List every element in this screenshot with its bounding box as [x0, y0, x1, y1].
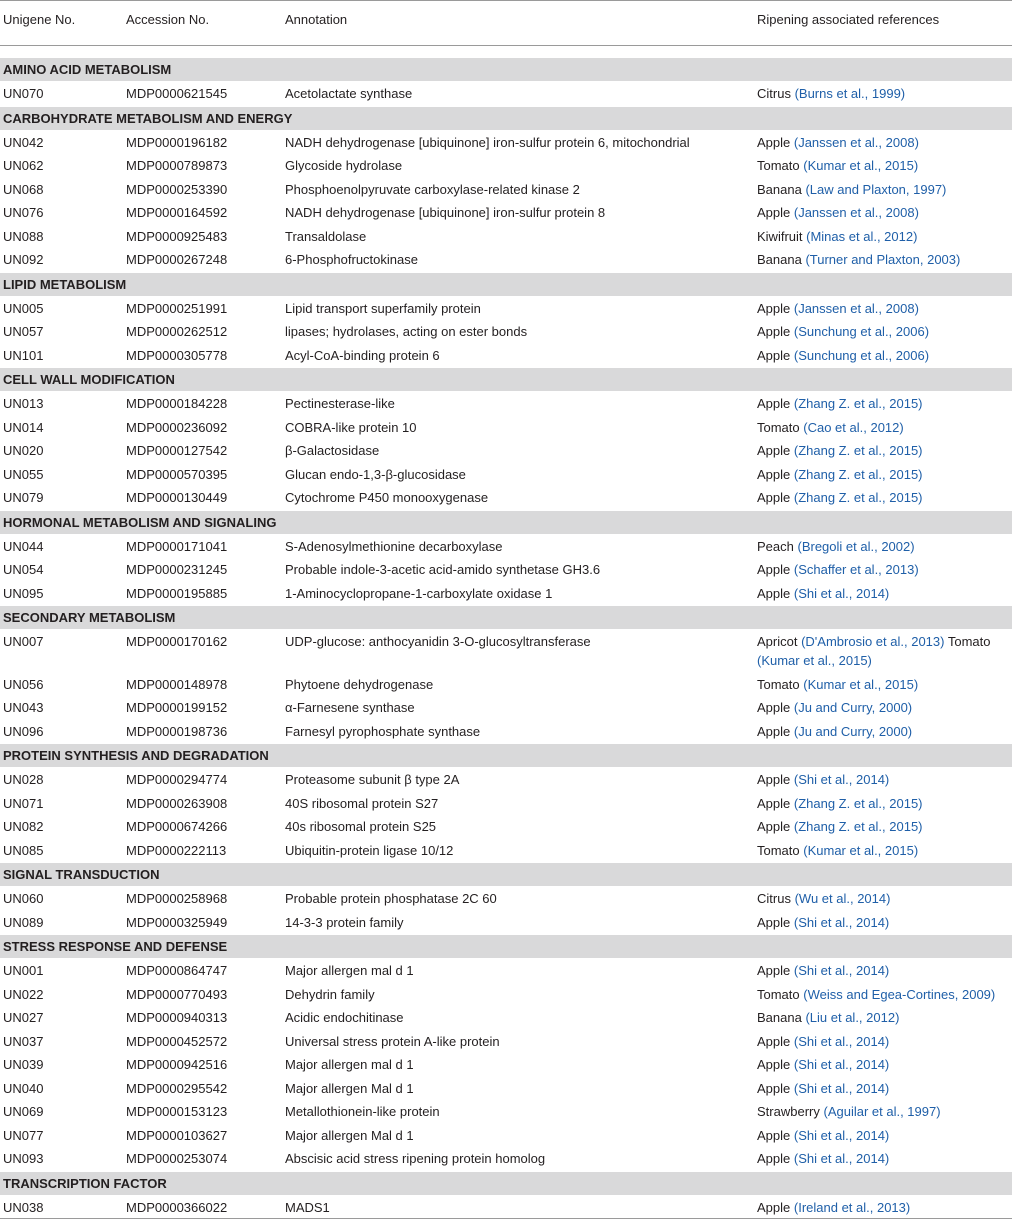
- reference-fruit: Apricot: [757, 634, 798, 649]
- accession-cell: MDP0000253074: [126, 1151, 228, 1166]
- section-row: [0, 272, 1012, 296]
- annotation-cell: Probable indole-3-acetic acid-amido synthetase GH3.6: [285, 562, 601, 577]
- section-title: TRANSCRIPTION FACTOR: [0, 1171, 1012, 1195]
- unigene-cell: UN056: [3, 676, 44, 692]
- accession-cell: MDP0000199152: [126, 700, 228, 715]
- reference-cell: [754, 719, 1012, 744]
- reference-citation: (Shi et al., 2014): [793, 1033, 890, 1049]
- annotation-cell: Glycoside hydrolase: [285, 158, 403, 173]
- annotation-cell: Metallothionein-like protein: [285, 1104, 440, 1119]
- section-row: [0, 57, 1012, 81]
- annotation-cell: β-Galactosidase: [285, 443, 380, 458]
- table-row: [0, 81, 1012, 106]
- reference-citation: (Shi et al., 2014): [793, 1127, 890, 1143]
- table-row: [0, 462, 1012, 486]
- reference-fruit: Apple: [757, 205, 791, 220]
- reference-fruit: Apple: [757, 819, 791, 834]
- section-row: [0, 934, 1012, 958]
- reference-cell: [754, 485, 1012, 510]
- annotation-cell: 40S ribosomal protein S27: [285, 795, 439, 811]
- annotation-cell: Dehydrin family: [285, 986, 375, 1002]
- reference-cell: [754, 791, 1012, 815]
- annotation-cell: Proteasome subunit β type 2A: [285, 772, 460, 787]
- reference-cell: [754, 1146, 1012, 1171]
- table-row: [0, 485, 1012, 510]
- accession-cell: MDP0000251991: [126, 300, 228, 316]
- reference-cell: [754, 247, 1012, 272]
- annotation-cell: 40s ribosomal protein S25: [285, 819, 437, 834]
- reference-fruit: Apple: [757, 585, 791, 601]
- unigene-cell: UN082: [3, 819, 44, 834]
- reference-citation: (Zhang Z. et al., 2015): [793, 490, 923, 505]
- accession-cell: MDP0000127542: [126, 443, 228, 458]
- accession-cell: MDP0000674266: [126, 819, 228, 834]
- reference-citation: (Shi et al., 2014): [793, 585, 890, 601]
- reference-fruit: Apple: [757, 562, 791, 577]
- reference-cell: [754, 695, 1012, 719]
- table-row: [0, 391, 1012, 415]
- annotation-cell: Acyl-CoA-binding protein 6: [285, 347, 440, 363]
- reference-fruit: Kiwifruit: [757, 228, 803, 244]
- header-annotation: Annotation: [282, 1, 754, 46]
- reference-fruit: Banana: [757, 181, 802, 197]
- header-references: Ripening associated references: [754, 1, 1012, 46]
- annotation-cell: Cytochrome P450 monooxygenase: [285, 490, 489, 505]
- section-row: [0, 510, 1012, 534]
- section-row: [0, 106, 1012, 130]
- unigene-cell: UN089: [3, 914, 44, 930]
- section-row: [0, 1171, 1012, 1195]
- annotation-cell: lipases; hydrolases, acting on ester bonds: [285, 324, 528, 339]
- reference-fruit: Apple: [757, 1199, 791, 1215]
- unigene-cell: UN092: [3, 252, 44, 267]
- annotation-cell: Ubiquitin-protein ligase 10/12: [285, 842, 454, 858]
- accession-cell: MDP0000103627: [126, 1127, 228, 1143]
- reference-citation: (Kumar et al., 2015): [803, 158, 919, 173]
- annotation-cell: COBRA-like protein 10: [285, 419, 417, 435]
- table-row: [0, 719, 1012, 744]
- reference-fruit: Peach: [757, 538, 794, 554]
- reference-citation: (Wu et al., 2014): [794, 891, 891, 906]
- table-row: [0, 791, 1012, 815]
- table-row: [0, 1005, 1012, 1029]
- unigene-cell: UN044: [3, 538, 44, 554]
- table-row: [0, 958, 1012, 982]
- accession-cell: MDP0000789873: [126, 158, 228, 173]
- unigene-cell: UN054: [3, 562, 44, 577]
- reference-citation: (Cao et al., 2012): [803, 419, 904, 435]
- accession-cell: MDP0000236092: [126, 419, 228, 435]
- reference-fruit: Strawberry: [757, 1104, 820, 1119]
- reference-citation: (Weiss and Egea-Cortines, 2009): [803, 986, 996, 1002]
- section-title: STRESS RESPONSE AND DEFENSE: [0, 934, 1012, 958]
- reference-fruit: Apple: [757, 1033, 791, 1049]
- accession-cell: MDP0000366022: [123, 1195, 282, 1219]
- reference-citation: (Sunchung et al., 2006): [793, 324, 930, 339]
- accession-cell: MDP0000198736: [126, 723, 228, 739]
- spacer-cell: [0, 46, 1012, 58]
- accession-cell: MDP0000170162: [126, 634, 228, 649]
- reference-cell: [754, 438, 1012, 462]
- reference-cell: [754, 224, 1012, 248]
- reference-fruit: Apple: [757, 795, 791, 811]
- reference-fruit: Tomato: [757, 842, 800, 858]
- section-title: CARBOHYDRATE METABOLISM AND ENERGY: [0, 106, 1012, 130]
- accession-cell: MDP0000184228: [126, 396, 228, 411]
- unigene-cell: UN001: [3, 963, 44, 978]
- reference-fruit: Apple: [757, 1151, 791, 1166]
- reference-fruit: Apple: [757, 700, 791, 715]
- annotation-cell: 14-3-3 protein family: [285, 914, 404, 930]
- table-row: [0, 1076, 1012, 1100]
- reference-fruit: Apple: [757, 134, 791, 150]
- table-row: [0, 672, 1012, 696]
- unigene-cell: UN027: [3, 1010, 44, 1025]
- table-row: [0, 224, 1012, 248]
- reference-fruit: Apple: [757, 490, 791, 505]
- accession-cell: MDP0000864747: [126, 963, 228, 978]
- annotation-cell: Glucan endo-1,3-β-glucosidase: [285, 466, 466, 482]
- accession-cell: MDP0000770493: [126, 986, 228, 1002]
- accession-cell: MDP0000130449: [126, 490, 228, 505]
- table-row: [0, 200, 1012, 224]
- section-row: [0, 367, 1012, 391]
- reference-cell: [754, 629, 1012, 672]
- unigene-cell: UN038: [0, 1195, 123, 1219]
- reference-cell: [754, 534, 1012, 558]
- unigene-cell: UN022: [3, 986, 44, 1002]
- reference-fruit: Citrus: [757, 891, 791, 906]
- reference-citation: (Ju and Curry, 2000): [793, 700, 913, 715]
- reference-fruit: Apple: [757, 772, 791, 787]
- annotation-cell: Major allergen Mal d 1: [285, 1080, 414, 1096]
- header-unigene: Unigene No.: [0, 1, 123, 46]
- table-row: [0, 557, 1012, 581]
- accession-cell: MDP0000942516: [126, 1057, 228, 1072]
- unigene-cell: UN071: [3, 795, 44, 811]
- annotation-cell: Abscisic acid stress ripening protein homolog: [285, 1151, 546, 1166]
- annotation-cell: Major allergen mal d 1: [285, 1057, 414, 1072]
- reference-cell: [754, 1123, 1012, 1147]
- accession-cell: MDP0000153123: [126, 1104, 228, 1119]
- header-row: [0, 1, 1012, 46]
- table-row: [0, 296, 1012, 320]
- reference-fruit: Apple: [757, 466, 791, 482]
- annotation-cell: Major allergen mal d 1: [285, 963, 414, 978]
- unigene-cell: UN005: [3, 300, 44, 316]
- reference-cell: [754, 767, 1012, 791]
- accession-cell: MDP0000621545: [126, 86, 228, 101]
- unigene-cell: UN020: [3, 443, 44, 458]
- annotation-cell: Universal stress protein A-like protein: [285, 1033, 500, 1049]
- reference-citation: (Janssen et al., 2008): [793, 300, 919, 316]
- table-row: [0, 1029, 1012, 1053]
- reference-fruit: Tomato: [757, 986, 800, 1002]
- section-row: [0, 605, 1012, 629]
- unigene-cell: UN037: [3, 1033, 44, 1049]
- reference-cell: [754, 177, 1012, 201]
- table-row: [0, 814, 1012, 838]
- reference-cell: [754, 672, 1012, 696]
- reference-fruit: Apple: [757, 1057, 791, 1072]
- table-row: [0, 319, 1012, 343]
- annotation-cell: NADH dehydrogenase [ubiquinone] iron-sulfur protein 8: [285, 205, 606, 220]
- reference-fruit: Apple: [757, 1080, 791, 1096]
- annotation-cell: Acetolactate synthase: [285, 86, 413, 101]
- table-row: [0, 695, 1012, 719]
- unigene-cell: UN055: [3, 466, 44, 482]
- reference-citation: (Shi et al., 2014): [793, 914, 890, 930]
- reference-cell: [754, 557, 1012, 581]
- table-row: [0, 1052, 1012, 1076]
- table-row: [0, 534, 1012, 558]
- reference-citation: (Zhang Z. et al., 2015): [793, 795, 923, 811]
- reference-cell: [754, 415, 1012, 439]
- section-row: [0, 862, 1012, 886]
- annotation-cell: α-Farnesene synthase: [285, 700, 415, 715]
- annotation-cell: NADH dehydrogenase [ubiquinone] iron-sulfur protein 6, mitochondrial: [285, 134, 690, 150]
- unigene-cell: UN013: [3, 396, 44, 411]
- accession-cell: MDP0000164592: [126, 205, 228, 220]
- reference-cell: [754, 1076, 1012, 1100]
- reference-cell: [754, 296, 1012, 320]
- reference-citation: (Aguilar et al., 1997): [823, 1104, 941, 1119]
- table-row: [0, 1123, 1012, 1147]
- reference-citation: (Ireland et al., 2013): [793, 1199, 911, 1215]
- reference-cell: [754, 982, 1012, 1006]
- accession-cell: MDP0000222113: [126, 842, 227, 858]
- table-row: [0, 130, 1012, 154]
- reference-cell: [754, 814, 1012, 838]
- reference-fruit: Banana: [757, 252, 802, 267]
- reference-cell: [754, 1052, 1012, 1076]
- reference-cell: [754, 343, 1012, 368]
- unigene-cell: UN062: [3, 158, 44, 173]
- table-row: [0, 415, 1012, 439]
- reference-fruit: Tomato: [757, 676, 800, 692]
- reference-citation: (Schaffer et al., 2013): [793, 562, 919, 577]
- accession-cell: MDP0000940313: [126, 1010, 228, 1025]
- reference-cell: [754, 958, 1012, 982]
- reference-fruit: Apple: [757, 1127, 791, 1143]
- reference-cell: [754, 838, 1012, 863]
- reference-citation: (Zhang Z. et al., 2015): [793, 819, 923, 834]
- reference-cell: [754, 81, 1012, 106]
- reference-cell: [754, 319, 1012, 343]
- accession-cell: MDP0000452572: [126, 1033, 228, 1049]
- reference-cell: [754, 391, 1012, 415]
- section-title: SIGNAL TRANSDUCTION: [0, 862, 1012, 886]
- unigene-cell: UN040: [3, 1080, 44, 1096]
- unigene-cell: UN060: [3, 891, 44, 906]
- reference-fruit: Tomato: [757, 158, 800, 173]
- reference-citation: (Shi et al., 2014): [793, 1057, 890, 1072]
- reference-cell: [754, 130, 1012, 154]
- table-row: [0, 1195, 1012, 1219]
- unigene-cell: UN095: [3, 585, 44, 601]
- unigene-cell: UN069: [3, 1104, 44, 1119]
- reference-fruit: Apple: [757, 347, 791, 363]
- reference-citation: (Ju and Curry, 2000): [793, 723, 913, 739]
- accession-cell: MDP0000267248: [126, 252, 228, 267]
- section-title: AMINO ACID METABOLISM: [0, 57, 1012, 81]
- table-row: [0, 982, 1012, 1006]
- reference-citation: (Turner and Plaxton, 2003): [805, 252, 961, 267]
- unigene-cell: UN057: [3, 324, 44, 339]
- accession-cell: MDP0000253390: [126, 181, 228, 197]
- unigene-cell: UN014: [3, 419, 44, 435]
- table-row: [0, 177, 1012, 201]
- annotation-cell: Probable protein phosphatase 2C 60: [285, 891, 497, 906]
- unigene-cell: UN039: [3, 1057, 44, 1072]
- unigene-cell: UN007: [3, 634, 44, 649]
- reference-cell: [754, 462, 1012, 486]
- reference-cell: [754, 153, 1012, 177]
- unigene-cell: UN077: [3, 1127, 44, 1143]
- reference-citation: (D'Ambrosio et al., 2013): [801, 634, 945, 649]
- accession-cell: MDP0000294774: [126, 772, 228, 787]
- accession-cell: MDP0000195885: [126, 585, 228, 601]
- accession-cell: MDP0000570395: [126, 466, 228, 482]
- accession-cell: MDP0000295542: [126, 1080, 228, 1096]
- reference-cell: [754, 200, 1012, 224]
- annotation-cell: Phytoene dehydrogenase: [285, 676, 434, 692]
- reference-fruit: Banana: [757, 1010, 802, 1025]
- table-row: [0, 343, 1012, 368]
- unigene-cell: UN085: [3, 842, 44, 858]
- reference-citation: (Sunchung et al., 2006): [793, 347, 930, 363]
- reference-citation: (Kumar et al., 2015): [757, 653, 872, 668]
- reference-fruit: Apple: [757, 963, 791, 978]
- reference-fruit: Apple: [757, 914, 791, 930]
- annotation-cell: Major allergen Mal d 1: [285, 1127, 414, 1143]
- unigene-cell: UN070: [3, 86, 44, 101]
- reference-citation: (Law and Plaxton, 1997): [805, 181, 947, 197]
- reference-citation: (Shi et al., 2014): [793, 963, 890, 978]
- annotation-cell: Transaldolase: [285, 228, 367, 244]
- reference-citation: (Minas et al., 2012): [806, 228, 918, 244]
- reference-citation: (Kumar et al., 2015): [803, 676, 919, 692]
- reference-cell: [754, 1005, 1012, 1029]
- table-row: [0, 581, 1012, 606]
- reference-cell: [754, 1195, 1012, 1219]
- reference-citation: (Kumar et al., 2015): [803, 842, 919, 858]
- annotation-cell: Lipid transport superfamily protein: [285, 300, 481, 316]
- reference-citation: (Shi et al., 2014): [793, 772, 890, 787]
- section-title: SECONDARY METABOLISM: [0, 605, 1012, 629]
- table-row: [0, 886, 1012, 910]
- reference-fruit: Citrus: [757, 86, 791, 101]
- reference-fruit: Apple: [757, 324, 791, 339]
- reference-fruit: Tomato: [947, 634, 991, 649]
- accession-cell: MDP0000148978: [126, 676, 228, 692]
- reference-fruit: Tomato: [757, 419, 800, 435]
- reference-fruit: Apple: [757, 396, 791, 411]
- reference-citation: (Shi et al., 2014): [793, 1151, 890, 1166]
- unigene-cell: UN068: [3, 181, 44, 197]
- section-title: CELL WALL MODIFICATION: [0, 367, 1012, 391]
- section-title: LIPID METABOLISM: [0, 272, 1012, 296]
- table-body: [0, 46, 1012, 1219]
- annotation-cell: Phosphoenolpyruvate carboxylase-related kinase 2: [285, 181, 580, 197]
- unigene-cell: UN101: [3, 347, 44, 363]
- unigene-cell: UN096: [3, 723, 44, 739]
- annotation-cell: S-Adenosylmethionine decarboxylase: [285, 538, 503, 554]
- annotation-cell: 1-Aminocyclopropane-1-carboxylate oxidase 1: [285, 585, 553, 601]
- reference-citation: (Zhang Z. et al., 2015): [793, 396, 923, 411]
- annotation-cell: Pectinesterase-like: [285, 396, 395, 411]
- reference-citation: (Janssen et al., 2008): [793, 205, 919, 220]
- reference-cell: [754, 1029, 1012, 1053]
- unigene-cell: UN076: [3, 205, 44, 220]
- accession-cell: MDP0000263908: [126, 795, 228, 811]
- table-row: [0, 838, 1012, 863]
- reference-citation: (Shi et al., 2014): [793, 1080, 890, 1096]
- reference-citation: (Zhang Z. et al., 2015): [793, 466, 923, 482]
- accession-cell: MDP0000925483: [126, 228, 228, 244]
- annotation-cell: UDP-glucose: anthocyanidin 3-O-glucosyltransferase: [285, 634, 591, 649]
- header-spacer: [0, 46, 1012, 58]
- accession-cell: MDP0000325949: [126, 914, 228, 930]
- table-row: [0, 629, 1012, 672]
- header-accession: Accession No.: [123, 1, 282, 46]
- annotation-cell: Farnesyl pyrophosphate synthase: [285, 723, 481, 739]
- unigene-cell: UN088: [3, 228, 44, 244]
- table-row: [0, 1146, 1012, 1171]
- reference-citation: (Bregoli et al., 2002): [797, 538, 915, 554]
- reference-fruit: Apple: [757, 723, 791, 739]
- reference-cell: [754, 581, 1012, 606]
- unigene-cell: UN042: [3, 134, 44, 150]
- table-row: [0, 438, 1012, 462]
- annotation-cell: MADS1: [282, 1195, 754, 1219]
- accession-cell: MDP0000258968: [126, 891, 228, 906]
- accession-cell: MDP0000305778: [126, 347, 228, 363]
- table-row: [0, 1099, 1012, 1123]
- accession-cell: MDP0000262512: [126, 324, 228, 339]
- section-row: [0, 743, 1012, 767]
- table-row: [0, 767, 1012, 791]
- table-row: [0, 153, 1012, 177]
- section-title: HORMONAL METABOLISM AND SIGNALING: [0, 510, 1012, 534]
- accession-cell: MDP0000231245: [126, 562, 228, 577]
- unigene-cell: UN079: [3, 490, 44, 505]
- unigene-cell: UN043: [3, 700, 44, 715]
- reference-cell: [754, 910, 1012, 935]
- reference-fruit: Apple: [757, 443, 791, 458]
- annotation-cell: 6-Phosphofructokinase: [285, 252, 418, 267]
- reference-citation: (Zhang Z. et al., 2015): [793, 443, 923, 458]
- accession-cell: MDP0000196182: [126, 134, 228, 150]
- reference-fruit: Apple: [757, 300, 791, 316]
- annotation-cell: Acidic endochitinase: [285, 1010, 404, 1025]
- unigene-cell: UN093: [3, 1151, 44, 1166]
- reference-citation: (Janssen et al., 2008): [793, 134, 919, 150]
- reference-cell: [754, 1099, 1012, 1123]
- reference-cell: [754, 886, 1012, 910]
- reference-citation: (Burns et al., 1999): [794, 86, 906, 101]
- section-title: PROTEIN SYNTHESIS AND DEGRADATION: [0, 743, 1012, 767]
- accession-cell: MDP0000171041: [126, 538, 228, 554]
- reference-citation: (Liu et al., 2012): [805, 1010, 900, 1025]
- table-row: [0, 910, 1012, 935]
- table-row: [0, 247, 1012, 272]
- unigene-cell: UN028: [3, 772, 44, 787]
